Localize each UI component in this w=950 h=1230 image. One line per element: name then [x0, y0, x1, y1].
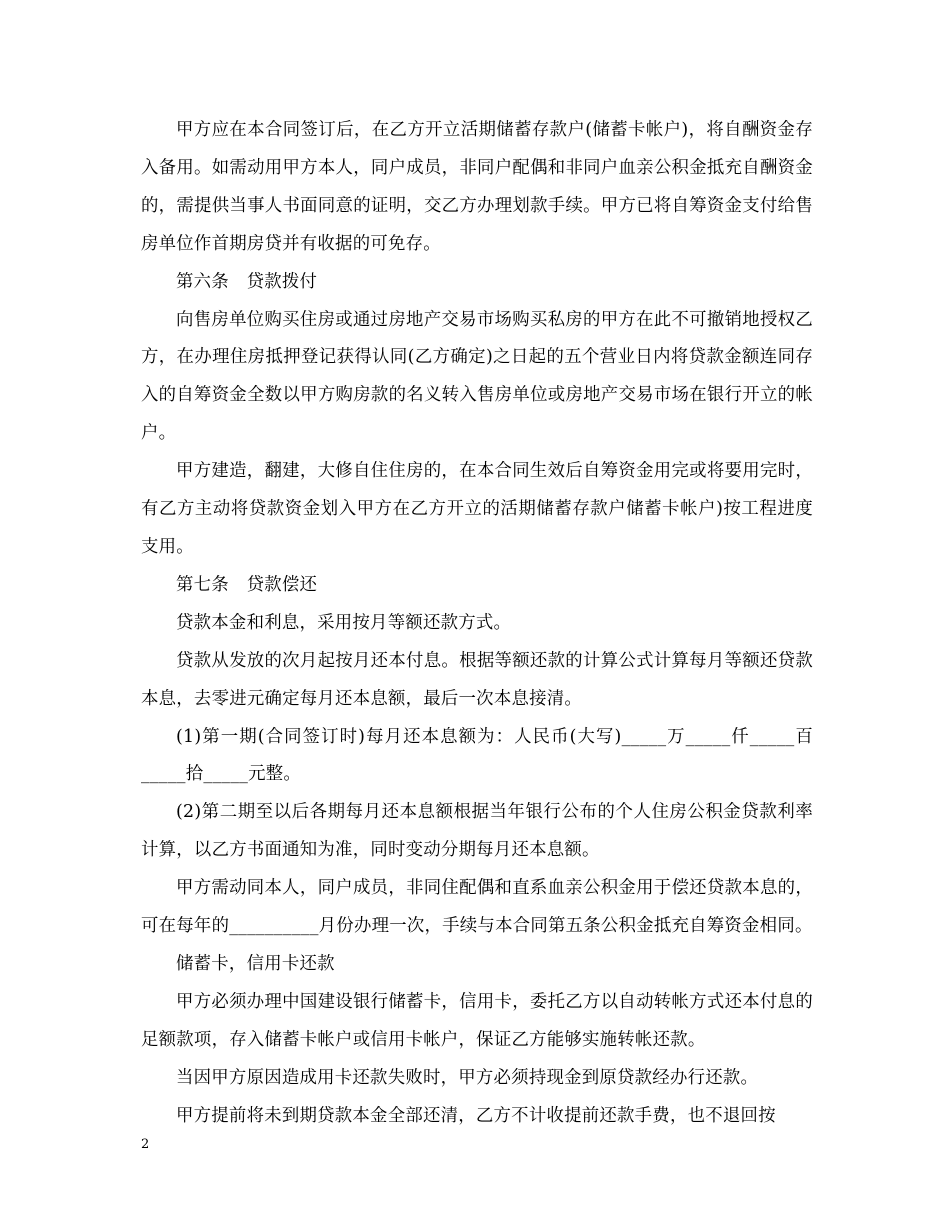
article-6-heading: 第六条 贷款拨付	[176, 271, 318, 292]
paragraph-construction-use: 甲方建造，翻建，大修自住住房的，在本合同生效后自筹资金用完或将要用完时，有乙方主动将贷款资金划入甲方在乙方开立的活期储蓄存款户储蓄卡帐户)按工程进度支用。	[141, 461, 813, 557]
article-7-heading: 第七条 贷款偿还	[176, 574, 318, 595]
paragraph-repayment-method: 贷款本金和利息，采用按月等额还款方式。	[176, 612, 512, 633]
body-text	[141, 112, 813, 1135]
paragraph-self-funds-deposit: 甲方应在本合同签订后，在乙方开立活期储蓄存款户(储蓄卡帐户)，将自酬资金存入备用。如需动用甲方本人，同户成员，非同户配偶和非同户血亲公积金抵充自酬资金的，需提供当事人书面同意的证明，交乙方办理划款手续。甲方已将自筹资金支付给售房单位作首期房贷并有收据的可免存。	[141, 120, 813, 254]
paragraph-first-period-amount: (1)第一期(合同签订时)每月还本息额为：人民币(大写)_____万_____仟_____百_____拾_____元整。	[141, 726, 813, 785]
paragraph-card-failure: 当因甲方原因造成用卡还款失败时，甲方必须持现金到原贷款经办行还款。	[176, 1067, 759, 1088]
card-repayment-heading: 储蓄卡，信用卡还款	[176, 953, 335, 974]
paragraph-provident-fund-repayment: 甲方需动同本人，同户成员，非同住配偶和直系血亲公积金用于偿还贷款本息的，可在每年的__________月份办理一次，手续与本合同第五条公积金抵充自筹资金相同。	[141, 878, 813, 937]
paragraph-early-repayment: 甲方提前将未到期贷款本金全部还清，乙方不计收提前还款手费，也不退回按	[176, 1105, 776, 1126]
paragraph-monthly-repayment: 贷款从发放的次月起按月还本付息。根据等额还款的计算公式计算每月等额还贷款本息，去零进元确定每月还本息额，最后一次本息接清。	[141, 650, 813, 709]
page-number: 2	[141, 1137, 150, 1152]
paragraph-card-requirement: 甲方必须办理中国建设银行储蓄卡，信用卡，委托乙方以自动转帐方式还本付息的足额款项，存入储蓄卡帐户或信用卡帐户，保证乙方能够实施转帐还款。	[141, 991, 813, 1050]
paragraph-later-periods: (2)第二期至以后各期每月还本息额根据当年银行公布的个人住房公积金贷款利率计算，以乙方书面通知为准，同时变动分期每月还本息额。	[141, 802, 813, 861]
paragraph-loan-transfer: 向售房单位购买住房或通过房地产交易市场购买私房的甲方在此不可撤销地授权乙方，在办理住房抵押登记获得认同(乙方确定)之日起的五个营业日内将贷款金额连同存入的自筹资金全数以甲方购房款的名义转入售房单位或房地产交易市场在银行开立的帐户。	[141, 309, 813, 444]
